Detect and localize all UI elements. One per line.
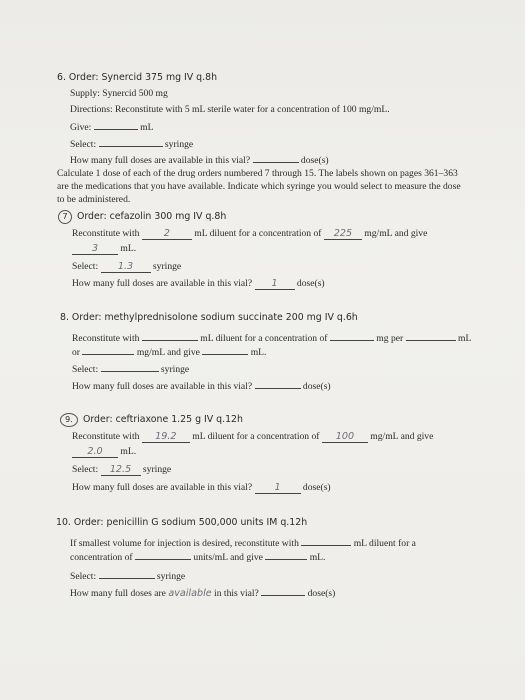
q7-recon-blank[interactable]: 2 <box>142 229 192 240</box>
q6-select-row: Select: syringe <box>70 136 193 150</box>
q6-directions: Directions: Reconstitute with 5 mL sterile water for a concentration of 100 mg/mL. <box>70 104 390 115</box>
q10-select-blank[interactable] <box>99 568 155 579</box>
q8-select-blank[interactable] <box>101 361 159 372</box>
q9-select-row: Select: 12.5 syringe <box>72 464 172 475</box>
q7-conc-blank[interactable]: 225 <box>324 229 362 240</box>
q7-recon-row: Reconstitute with 2 mL diluent for a concentration of 225 mg/mL and give <box>72 228 428 239</box>
q9-select-blank[interactable]: 12.5 <box>101 465 141 476</box>
q6-doses-blank[interactable] <box>253 152 299 163</box>
q7-circled-number: 7 <box>58 210 72 224</box>
q7-give-blank[interactable]: 3 <box>72 244 118 255</box>
q6-doses-row: How many full doses are available in this vial? dose(s) <box>70 152 329 166</box>
q10-order: 10. Order: penicillin G sodium 500,000 units IM q.12h <box>56 517 308 528</box>
q9-recon-row: Reconstitute with 19.2 mL diluent for a concentration of 100 mg/mL and give <box>72 431 434 442</box>
q7-doses-blank[interactable]: 1 <box>255 279 295 290</box>
instructions-line-3: to be administered. <box>57 194 131 205</box>
q8-order: 8. Order: methylprednisolone sodium succinate 200 mg IV q.6h <box>60 312 358 323</box>
q6-supply: Supply: Synercid 500 mg <box>70 88 168 99</box>
q9-doses-row: How many full doses are available in this vial? 1 dose(s) <box>72 482 331 493</box>
q10-conc-row: concentration of units/mL and give mL. <box>70 549 325 563</box>
q6-give-row: Give: mL <box>70 119 153 133</box>
q9-give-blank[interactable]: 2.0 <box>72 447 118 458</box>
q8-recon-blank[interactable] <box>142 330 198 341</box>
instructions-line-2: are the medications that you have available. Indicate which syringe you would select to measure the dose <box>57 181 461 192</box>
q6-order: 6. Order: Synercid 375 mg IV q.8h <box>57 72 218 83</box>
q9-order-row <box>60 413 243 427</box>
q9-circled-number: 9. <box>60 413 78 427</box>
q10-doses-handwritten: available <box>168 588 212 599</box>
q6-select-blank[interactable] <box>99 136 163 147</box>
q7-select-blank[interactable]: 1.3 <box>101 262 151 273</box>
q7-order: Order: cefazolin 300 mg IV q.8h <box>76 211 227 222</box>
q10-conc-blank[interactable] <box>135 549 191 560</box>
q8-or-blank[interactable] <box>82 344 134 355</box>
q10-recon-blank[interactable] <box>301 535 351 546</box>
q10-give-blank[interactable] <box>265 549 307 560</box>
q8-per-blank[interactable] <box>406 330 456 341</box>
q7-order-row <box>58 210 226 224</box>
q9-doses-blank[interactable]: 1 <box>255 483 301 494</box>
q10-select-row: Select: syringe <box>70 568 185 582</box>
q9-give-row: 2.0 mL. <box>72 446 136 458</box>
q9-conc-blank[interactable]: 100 <box>322 432 368 443</box>
q7-give-row: 3 mL. <box>72 243 136 255</box>
q7-select-row: Select: 1.3 syringe <box>72 261 182 272</box>
q8-or-row: or mg/mL and give mL. <box>72 344 266 358</box>
q8-doses-row: How many full doses are available in this vial? dose(s) <box>72 378 331 392</box>
q10-doses-blank[interactable] <box>261 585 305 596</box>
q6-give-blank[interactable] <box>94 119 138 130</box>
q8-doses-blank[interactable] <box>255 378 301 389</box>
q8-select-row: Select: syringe <box>72 361 189 375</box>
q8-recon-row: Reconstitute with mL diluent for a concentration of mg per mL <box>72 330 471 344</box>
q9-recon-blank[interactable]: 19.2 <box>142 432 190 443</box>
q9-order: Order: ceftriaxone 1.25 g IV q.12h <box>82 414 243 425</box>
q10-doses-row: How many full doses are available in this vial? dose(s) <box>70 585 335 599</box>
q8-give-blank[interactable] <box>202 344 248 355</box>
instructions-line-1: Calculate 1 dose of each of the drug orders numbered 7 through 15. The labels shown on pages 361–363 <box>57 168 458 179</box>
q7-doses-row: How many full doses are available in this vial? 1 dose(s) <box>72 278 325 289</box>
q10-line-1: If smallest volume for injection is desired, reconstitute with mL diluent for a <box>70 535 416 549</box>
q8-conc-blank[interactable] <box>330 330 374 341</box>
